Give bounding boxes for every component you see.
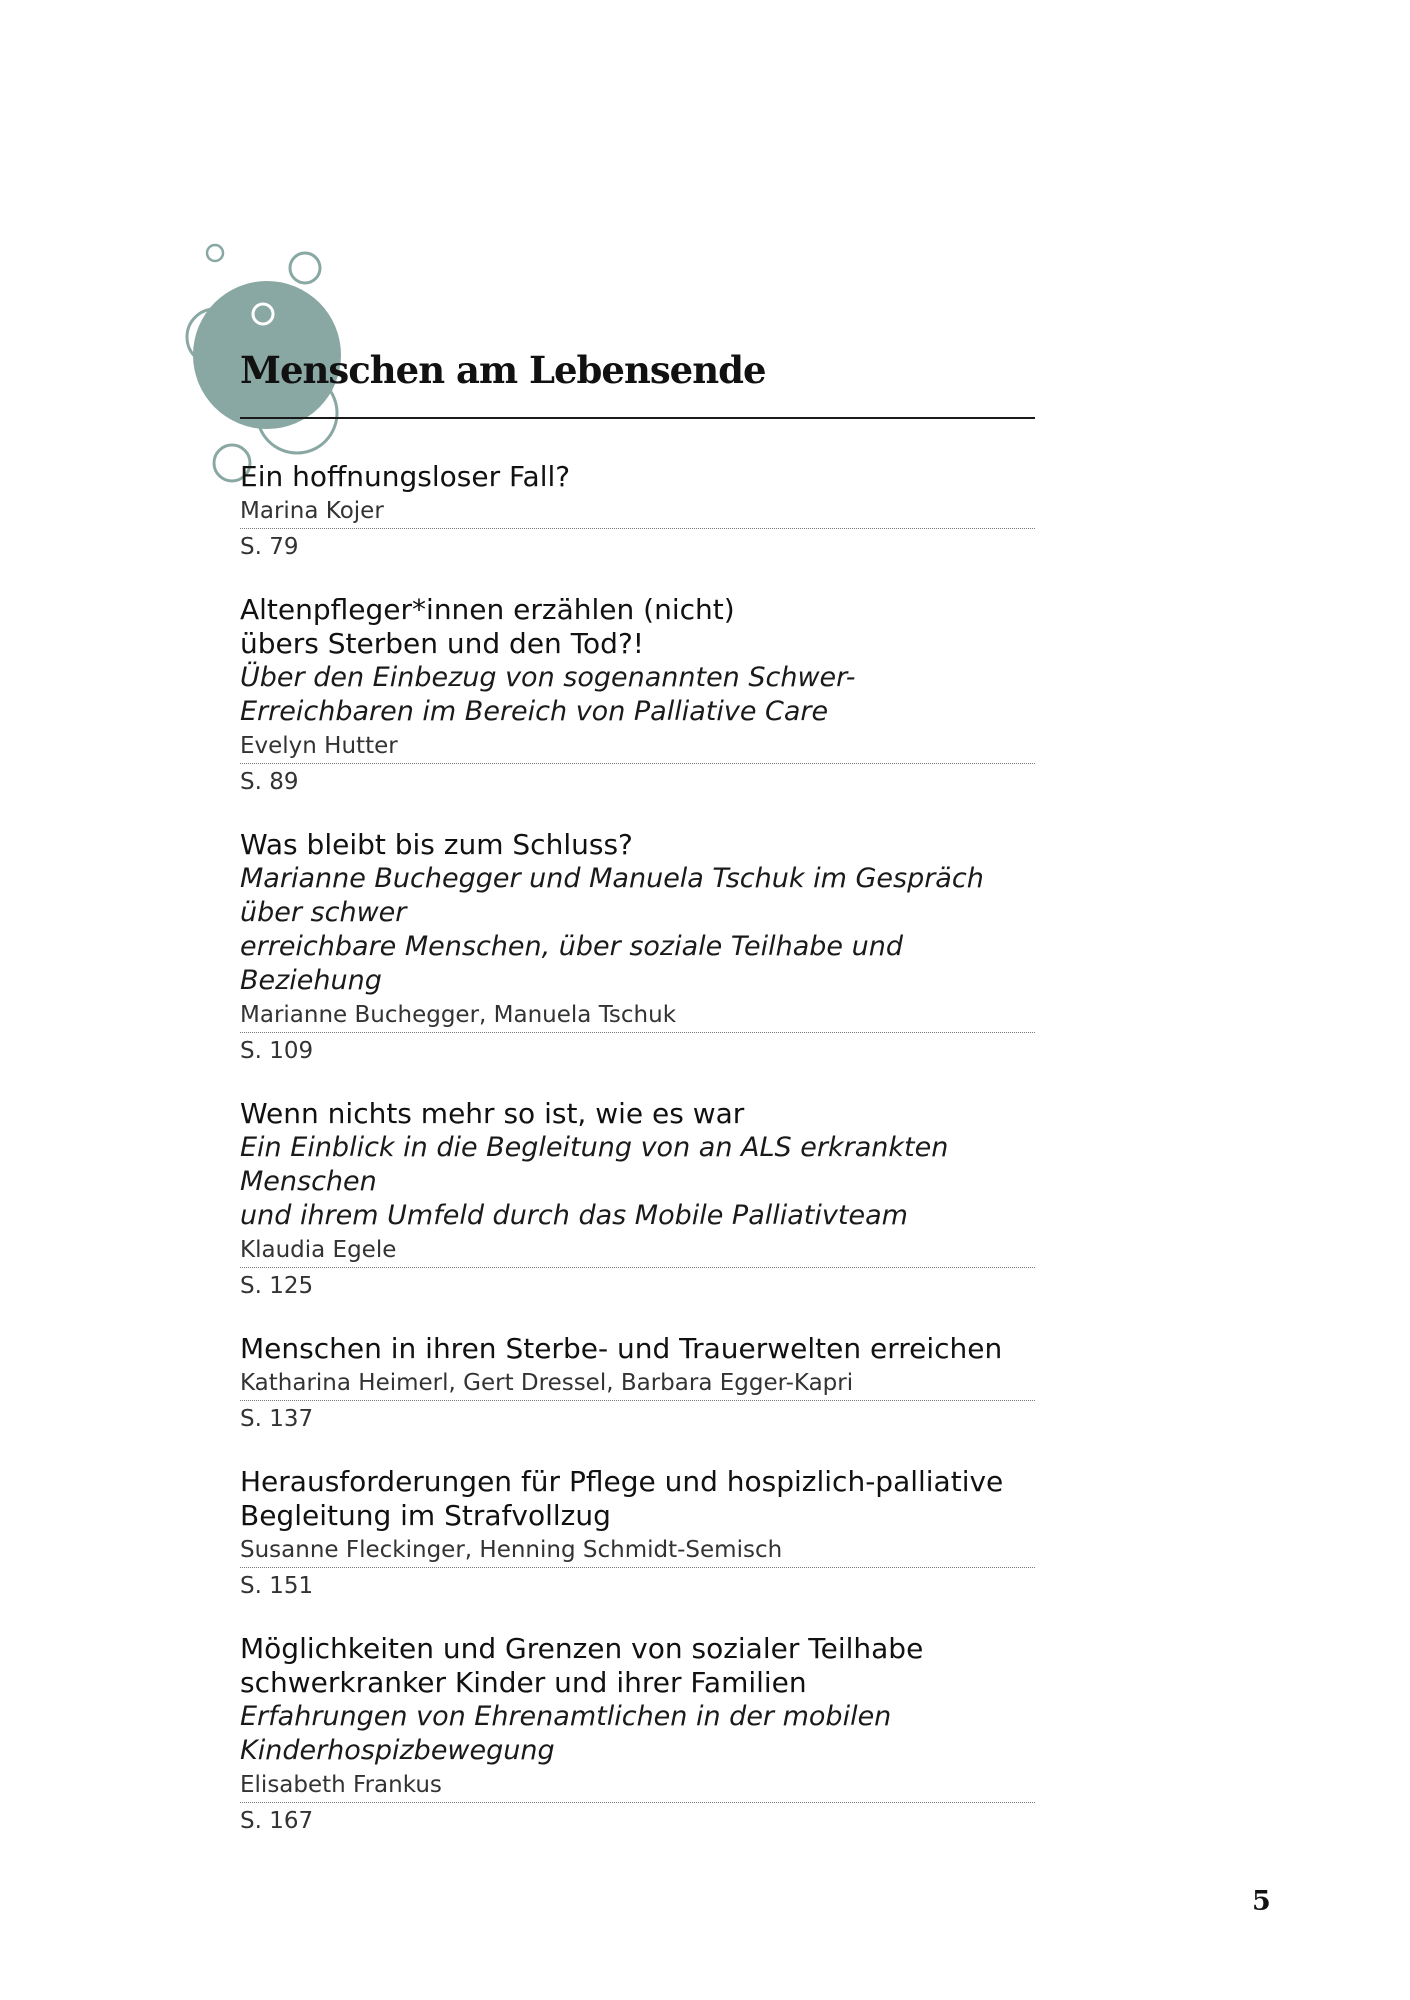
entry-authors: Susanne Fleckinger, Henning Schmidt-Semisch: [240, 1533, 1035, 1568]
entry-title: übers Sterben und den Tod?!: [240, 627, 645, 660]
entry-subtitle: Erfahrungen von Ehrenamtlichen in der mobilen: [240, 1701, 892, 1732]
entry-subtitle: Ein Einblick in die Begleitung von an ALS erkrankten Menschen: [240, 1132, 949, 1197]
entry-title: Ein hoffnungsloser Fall?: [240, 460, 571, 493]
entry-authors: Marina Kojer: [240, 494, 1035, 529]
title-rule: [240, 417, 1035, 419]
entry-authors: Marianne Buchegger, Manuela Tschuk: [240, 998, 1035, 1033]
toc-entry[interactable]: [240, 1465, 1035, 1604]
toc-entry[interactable]: [240, 593, 1035, 800]
table-of-contents: [240, 460, 1035, 1867]
toc-entry[interactable]: [240, 1097, 1035, 1304]
entry-title: Wenn nichts mehr so ist, wie es war: [240, 1097, 745, 1130]
entry-authors: Katharina Heimerl, Gert Dressel, Barbara Egger-Kapri: [240, 1366, 1035, 1401]
entry-title: schwerkranker Kinder und ihrer Familien: [240, 1666, 807, 1699]
entry-subtitle: und ihrem Umfeld durch das Mobile Palliativteam: [240, 1200, 908, 1231]
toc-entry[interactable]: [240, 1332, 1035, 1437]
entry-page-reference: S. 125: [240, 1273, 314, 1299]
toc-entry[interactable]: [240, 1632, 1035, 1839]
entry-page-reference: S. 167: [240, 1808, 314, 1834]
entry-title: Menschen in ihren Sterbe- und Trauerwelten erreichen: [240, 1332, 1003, 1365]
section-title: Menschen am Lebensende: [240, 348, 766, 392]
entry-authors: Klaudia Egele: [240, 1233, 1035, 1268]
entry-subtitle: Marianne Buchegger und Manuela Tschuk im Gespräch über schwer: [240, 863, 984, 928]
entry-title: Altenpfleger*innen erzählen (nicht): [240, 593, 735, 626]
page-number: 5: [1252, 1886, 1271, 1917]
entry-title: Was bleibt bis zum Schluss?: [240, 828, 633, 861]
entry-page-reference: S. 109: [240, 1038, 314, 1064]
entry-page-reference: S. 89: [240, 769, 299, 795]
entry-page-reference: S. 79: [240, 534, 299, 560]
entry-subtitle: Über den Einbezug von sogenannten Schwer-: [240, 662, 856, 693]
entry-title: Herausforderungen für Pflege und hospizlich-palliative: [240, 1465, 1004, 1498]
entry-title: Möglichkeiten und Grenzen von sozialer Teilhabe: [240, 1632, 924, 1665]
toc-entry[interactable]: [240, 828, 1035, 1069]
entry-subtitle: erreichbare Menschen, über soziale Teilhabe und Beziehung: [240, 931, 903, 996]
toc-entry[interactable]: [240, 460, 1035, 565]
entry-page-reference: S. 137: [240, 1406, 314, 1432]
entry-authors: Elisabeth Frankus: [240, 1768, 1035, 1803]
entry-subtitle: Erreichbaren im Bereich von Palliative Care: [240, 696, 829, 727]
entry-subtitle: Kinderhospizbewegung: [240, 1735, 555, 1766]
entry-authors: Evelyn Hutter: [240, 729, 1035, 764]
entry-title: Begleitung im Strafvollzug: [240, 1499, 611, 1532]
entry-page-reference: S. 151: [240, 1573, 314, 1599]
